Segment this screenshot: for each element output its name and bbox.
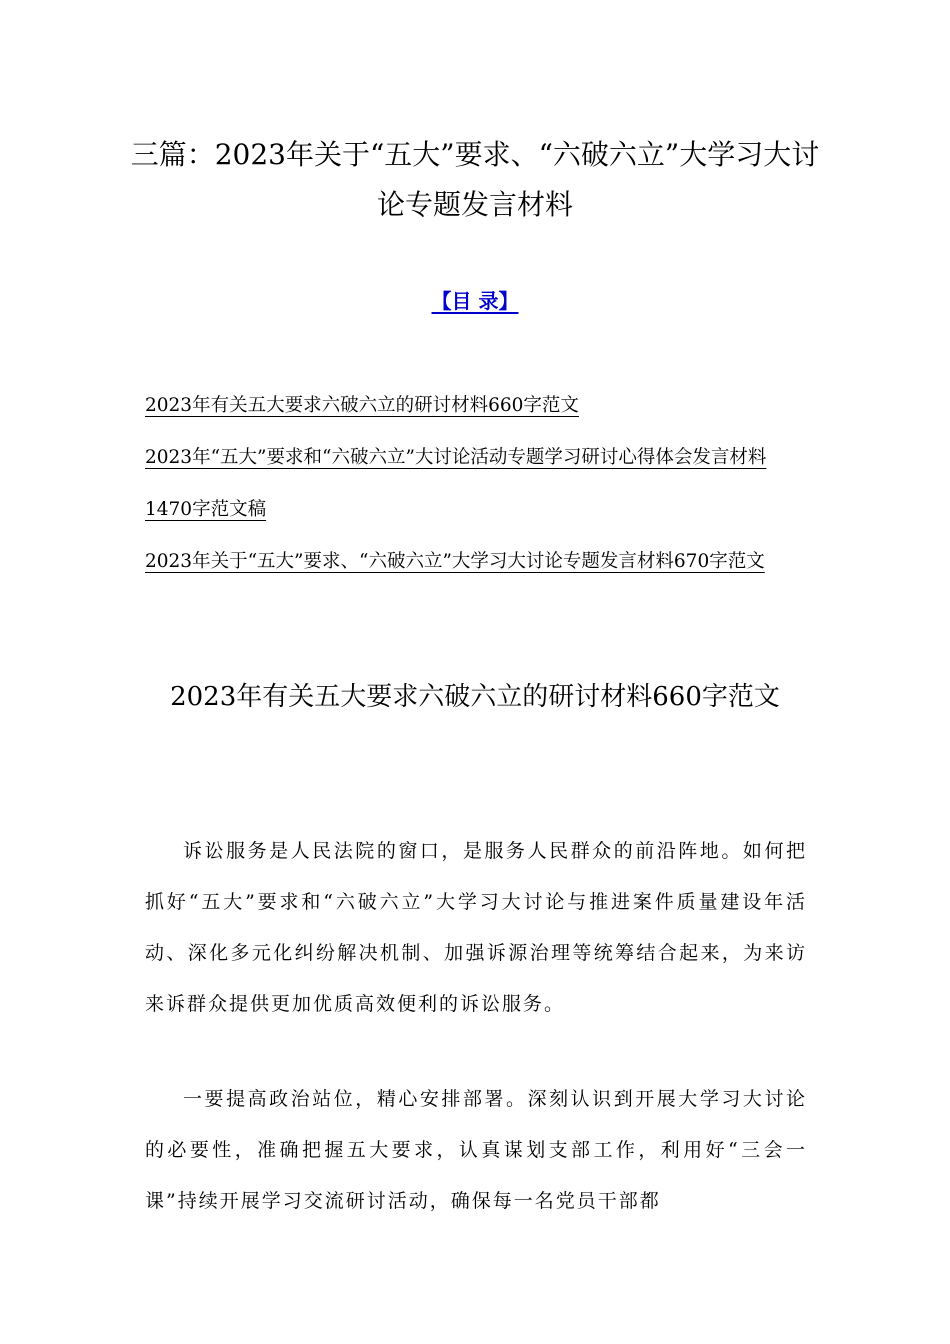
document-title: 三篇：2023年关于“五大”要求、“六破六立”大学习大讨论专题发言材料 — [130, 138, 820, 221]
table-of-contents — [145, 380, 805, 588]
toc-heading-label: 【目 录】 — [431, 289, 519, 313]
body-paragraph-2: 一要提高政治站位，精心安排部署。深刻认识到开展大学习大讨论的必要性，准确把握五大要求，认真谋划支部工作，利用好“三会一课”持续开展学习交流研讨活动，确保每一名党员干部都 — [145, 1088, 807, 1212]
toc-item — [145, 380, 805, 432]
toc-heading[interactable] — [0, 284, 950, 318]
toc-item — [145, 432, 805, 536]
body-paragraph-1: 诉讼服务是人民法院的窗口，是服务人民群众的前沿阵地。如何把抓好“五大”要求和“六破六立”大学习大讨论与推进案件质量建设年活动、深化多元化纠纷解决机制、加强诉源治理等统筹结合起来，为来访来诉群众提供更加优质高效便利的诉讼服务。 — [145, 840, 807, 1015]
section-title: 2023年有关五大要求六破六立的研讨材料660字范文 — [170, 682, 780, 712]
toc-link-2[interactable]: 2023年“五大”要求和“六破六立”大讨论活动专题学习研讨心得体会发言材料1470字范文稿 — [145, 447, 767, 520]
toc-item — [145, 536, 805, 588]
toc-link-3[interactable]: 2023年关于“五大”要求、“六破六立”大学习大讨论专题发言材料670字范文 — [145, 551, 765, 572]
toc-link-1[interactable]: 2023年有关五大要求六破六立的研讨材料660字范文 — [145, 395, 579, 416]
